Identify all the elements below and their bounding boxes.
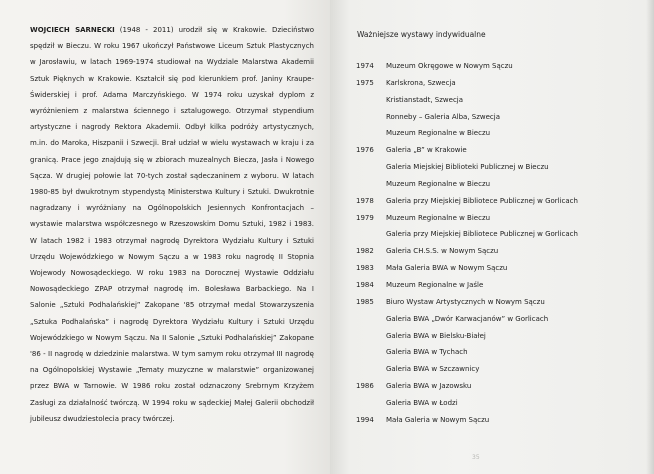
exhibition-row	[356, 163, 636, 180]
exhibition-venue: Muzeum Regionalne w Bieczu	[386, 213, 491, 222]
exhibition-row	[356, 264, 636, 281]
page-edge-shadow	[646, 0, 654, 474]
exhibition-row	[356, 230, 636, 247]
biography-paragraph	[30, 22, 314, 427]
exhibition-row	[356, 399, 636, 416]
exhibition-venue: Kristianstadt, Szwecja	[386, 95, 464, 104]
exhibition-venue: Galeria BWA w Szczawnicy	[386, 365, 480, 374]
exhibition-venue: Muzeum Regionalne w Bieczu	[386, 179, 491, 188]
exhibition-row	[356, 197, 636, 214]
exhibition-row	[356, 146, 636, 163]
exhibition-row	[356, 79, 636, 96]
exhibition-venue: Galeria CH.S.S. w Nowym Sączu	[386, 247, 499, 256]
exhibition-year: 1978	[356, 196, 374, 205]
exhibition-venue: Galeria BWA „Dwór Karwacjanów” w Gorlicach	[386, 314, 549, 323]
artist-name: WOJCIECH SARNECKI	[30, 26, 115, 34]
exhibition-year: 1985	[356, 297, 374, 306]
exhibition-year: 1976	[356, 146, 374, 155]
exhibition-row	[356, 315, 636, 332]
exhibition-row	[356, 247, 636, 264]
exhibition-row	[356, 281, 636, 298]
exhibition-venue: Galeria BWA w Jazowsku	[386, 382, 472, 391]
exhibition-venue: Galeria „B” w Krakowie	[386, 146, 467, 155]
exhibition-year: 1986	[356, 382, 374, 391]
exhibition-venue: Galeria przy Miejskiej Bibliotece Publicznej w Gorlicach	[386, 230, 578, 239]
exhibition-row	[356, 416, 636, 433]
exhibition-row	[356, 96, 636, 113]
exhibition-row	[356, 298, 636, 315]
exhibition-venue: Muzeum Regionalne w Jaśle	[386, 280, 484, 289]
exhibitions-list	[356, 62, 636, 433]
exhibition-venue: Mała Galeria w Nowym Sączu	[386, 415, 490, 424]
exhibition-venue: Muzeum Regionalne w Bieczu	[386, 129, 491, 138]
page-number: 35	[472, 454, 480, 461]
exhibition-row	[356, 129, 636, 146]
exhibition-row	[356, 180, 636, 197]
exhibition-year: 1982	[356, 247, 374, 256]
biography-text: (1948 - 2011) urodził się w Krakowie. Dzieciństwo spędził w Bieczu. W roku 1967 ukończył Państwowe Liceum Sztuk Plastycznych w Jarosławiu, w latach 1969-1974 studiował na Wydziale Malarstwa Akademii Sztuk Pięknych w Krakowie. Kształcił się pod kierunkiem prof. Janiny Kraupe-Świderskiej i prof. Adama Marczyńskiego. W 1974 roku uzyskał dyplom z wyróżnieniem z malarstwa ściennego i sztalugowego. Otrzymał stypendium artystyczne i nagrody Rektora Akademii. Odbył kilka podróży artystycznych, m.in. do Maroka, Hiszpanii i Szwecji. Brał udział w wielu wystawach w kraju i za granicą. Prace jego znajdują się w zbiorach muzealnych Biecza, Jasła i Nowego Sącza. W drugiej połowie lat 70-tych został sądeczaninem z wyboru. W latach 1980-85 był dwukrotnym stypendystą Ministerstwa Kultury i Sztuki. Dwukrotnie nagradzany i wyróżniany na Ogólnopolskich Jesiennych Konfrontacjach – wystawie malarstwa współczesnego w Rzeszowskim Domu Sztuki, 1982 i 1983. W latach 1982 i 1983 otrzymał nagrodę Dyrektora Wydziału Kultury i Sztuki Urzędu Wojewódzkiego w Nowym Sączu a w 1983 roku nagrodę II Stopnia Wojewody Nowosądeckiego. W roku 1983 na Dorocznej Wystawie Oddziału Nowosądeckiego ZPAP otrzymał nagrodę im. Bolesława Barbackiego. Na I Salonie „Sztuki Podhalańskiej” Zakopane '85 otrzymał medal Stowarzyszenia „Sztuka Podhalańska” i nagrodę Dyrektora Wydziału Kultury i Sztuki Urzędu Wojewódzkiego w Nowym Sączu. Na II Salonie „Sztuki Podhalańskiej” Zakopane '86 - II nagrodę w dziedzinie malarstwa. W tym samym roku otrzymał III nagrodę na Ogólnopolskiej Wystawie „Tematy muzyczne w malarstwie” organizowanej przez BWA w Tarnowie. W 1986 roku został odznaczony Srebrnym Krzyżem Zasługi za działalność twórczą. W 1994 roku w sądeckiej Małej Galerii obchodził jubileusz dwudziestolecia pracy twórczej.	[30, 26, 314, 423]
exhibition-year: 1984	[356, 280, 374, 289]
exhibition-venue: Ronneby – Galeria Alba, Szwecja	[386, 112, 500, 121]
exhibition-row	[356, 113, 636, 130]
exhibition-year: 1979	[356, 213, 374, 222]
exhibitions-heading: Ważniejsze wystawy indywidualne	[357, 30, 486, 39]
exhibition-row	[356, 382, 636, 399]
exhibition-year: 1975	[356, 78, 374, 87]
exhibition-year: 1994	[356, 415, 374, 424]
exhibition-row	[356, 348, 636, 365]
exhibition-row	[356, 62, 636, 79]
exhibition-venue: Galeria BWA w Tychach	[386, 348, 468, 357]
exhibition-venue: Galeria Miejskiej Biblioteki Publicznej w Bieczu	[386, 163, 549, 172]
exhibition-venue: Karlskrona, Szwecja	[386, 78, 456, 87]
exhibition-year: 1974	[356, 62, 374, 70]
exhibition-venue: Galeria BWA w Łodzi	[386, 398, 458, 407]
exhibition-row	[356, 214, 636, 231]
exhibition-row	[356, 365, 636, 382]
exhibition-venue: Galeria przy Miejskiej Bibliotece Publicznej w Gorlicach	[386, 196, 578, 205]
exhibition-year: 1983	[356, 264, 374, 273]
exhibition-venue: Galeria BWA w Bielsku-Białej	[386, 331, 486, 340]
exhibition-row	[356, 332, 636, 349]
exhibition-venue: Muzeum Okręgowe w Nowym Sączu	[386, 62, 513, 70]
exhibition-venue: Biuro Wystaw Artystycznych w Nowym Sączu	[386, 297, 545, 306]
exhibition-venue: Mała Galeria BWA w Nowym Sączu	[386, 264, 508, 273]
